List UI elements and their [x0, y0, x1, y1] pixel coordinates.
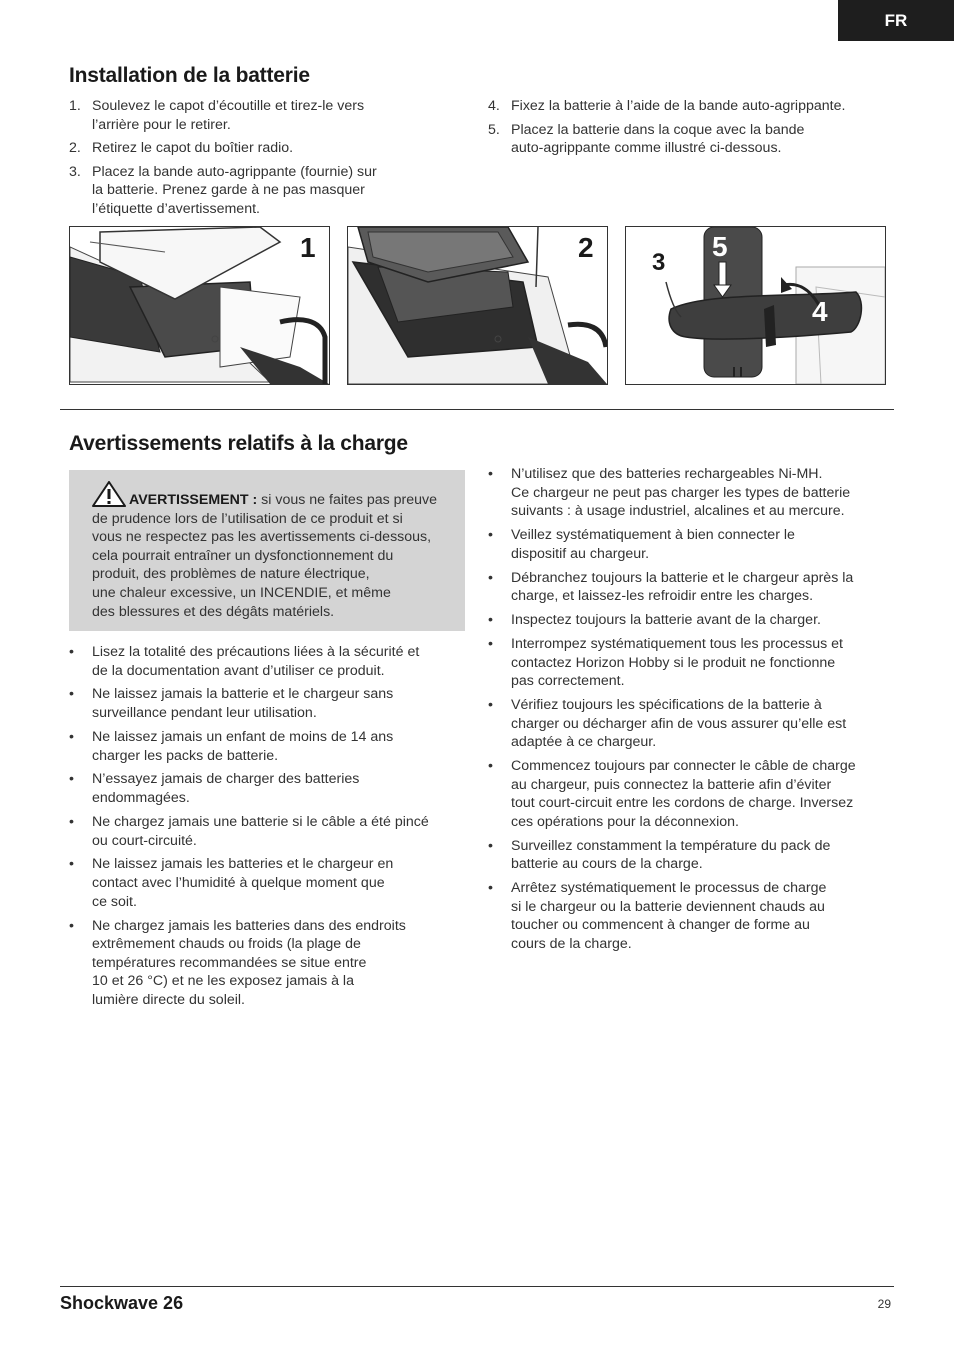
warning-bullet: • Ne laissez jamais la batterie et le chargeur sans surveillance pendant leur utilisation. — [69, 685, 469, 722]
step-number: 1. — [69, 98, 81, 114]
warning-text: AVERTISSEMENT : si vous ne faites pas preuve de prudence lors de l’utilisation de ce produit et si vous ne respectez pas les avertissements ci-dessous, cela pourrait entraîner un dysfonctionnement du produit, des problèmes de nature électrique, une chaleur excessive, un INCENDIE, et même des blessures et des dégâts matériels. — [92, 481, 455, 621]
warning-bullet: • Ne chargez jamais une batterie si le câble a été pincé ou court-circuité. — [69, 813, 469, 850]
warning-bullet: • Ne laissez jamais un enfant de moins de 14 ans charger les packs de batterie. — [69, 728, 469, 765]
install-steps-left — [69, 97, 409, 224]
warning-bullet: • Vérifiez toujours les spécifications de la batterie à charger ou décharger afin de vous assurer qu’elle est adaptée à ce chargeur. — [488, 696, 898, 752]
warning-bullet: • Ne laissez jamais les batteries et le chargeur en contact avec l’humidité à quelque moment que ce soit. — [69, 855, 469, 911]
figure-3-battery-strap — [625, 226, 886, 385]
step-number: 2. — [69, 140, 81, 157]
language-tab: FR — [838, 0, 954, 41]
step-text: Retirez le capot du boîtier radio. — [92, 140, 294, 157]
warning-bullet: • Interrompez systématiquement tous les processus et contactez Horizon Hobby si le produit ne fonctionne pas correctement. — [488, 635, 898, 691]
charge-bullets-right — [488, 465, 898, 959]
step-number: 5. — [488, 121, 500, 138]
install-steps-right — [488, 97, 888, 163]
footer-product: Shockwave 26 — [60, 1293, 184, 1313]
page-number: 29 — [877, 1297, 891, 1311]
figure-5-label: 5 — [712, 231, 728, 262]
step-text: Placez la bande auto-agrippante (fournie) sur la batterie. Prenez garde à ne pas masquer l’étiquette d’avertissement. — [92, 163, 377, 217]
figure-1-label: 1 — [300, 232, 316, 263]
charge-bullets-left — [69, 643, 469, 1015]
warning-bullet: • N’utilisez que des batteries rechargeables Ni-MH. Ce chargeur ne peut pas charger les types de batterie suivants : à usage industriel, alcalines et au mercure. — [488, 465, 898, 521]
step-text: Placez la batterie dans la coque avec la bande auto-agrippante comme illustré ci-dessous. — [511, 121, 805, 157]
install-step — [488, 97, 888, 116]
warning-bullet: • Inspectez toujours la batterie avant de la charger. — [488, 611, 898, 630]
figure-2-label: 2 — [578, 232, 594, 263]
step-number: 4. — [488, 98, 500, 114]
warning-heading: AVERTISSEMENT : — [129, 492, 258, 508]
figure-4-label: 4 — [812, 296, 828, 327]
step-text: Fixez la batterie à l’aide de la bande auto-agrippante. — [511, 98, 846, 114]
warning-bullet: • Commencez toujours par connecter le câble de charge au chargeur, puis connectez la batterie afin d’éviter tout court-circuit entre les cordons de charge. Inversez ces opérations pour la déconnexion. — [488, 757, 898, 831]
warning-bullet: • Arrêtez systématiquement le processus de charge si le chargeur ou la batterie deviennent chauds au toucher ou commencent à changer de forme au cours de la charge. — [488, 879, 898, 953]
charge-warnings-title: Avertissements relatifs à la charge — [69, 432, 408, 455]
step-number: 3. — [69, 163, 81, 180]
step-text: Soulevez le capot d’écoutille et tirez-le vers l’arrière pour le retirer. — [92, 98, 365, 133]
figure-2-radio-box — [347, 226, 608, 385]
figure-2-illustration — [348, 227, 607, 384]
warning-bullet: • N’essayez jamais de charger des batteries endommagées. — [69, 770, 469, 807]
figure-1-illustration — [70, 227, 329, 384]
warning-triangle-icon — [92, 481, 126, 507]
install-step — [69, 97, 409, 134]
install-step — [488, 121, 888, 158]
warning-bullet: • Ne chargez jamais les batteries dans des endroits extrêmement chauds ou froids (la plage de températures recommandées se situe entre 10 et 26 °C) et ne les exposez jamais à la lumière directe du soleil. — [69, 917, 469, 1010]
figure-3-label: 3 — [652, 249, 666, 276]
section-divider — [60, 409, 894, 410]
warning-box — [69, 470, 465, 631]
warning-bullet: • Veillez systématiquement à bien connecter le dispositif au chargeur. — [488, 526, 898, 563]
warning-bullet: • Surveillez constamment la température du pack de batterie au cours de la charge. — [488, 837, 898, 874]
warning-bullet: • Lisez la totalité des précautions liées à la sécurité et de la documentation avant d’utiliser ce produit. — [69, 643, 469, 680]
install-step — [69, 139, 409, 158]
battery-install-title: Installation de la batterie — [69, 64, 310, 87]
figure-1-hatch-removal — [69, 226, 330, 385]
footer-divider — [60, 1286, 894, 1287]
install-step — [69, 163, 409, 219]
warning-bullet: • Débranchez toujours la batterie et le chargeur après la charge, et laissez-les refroidir entre les charges. — [488, 569, 898, 606]
